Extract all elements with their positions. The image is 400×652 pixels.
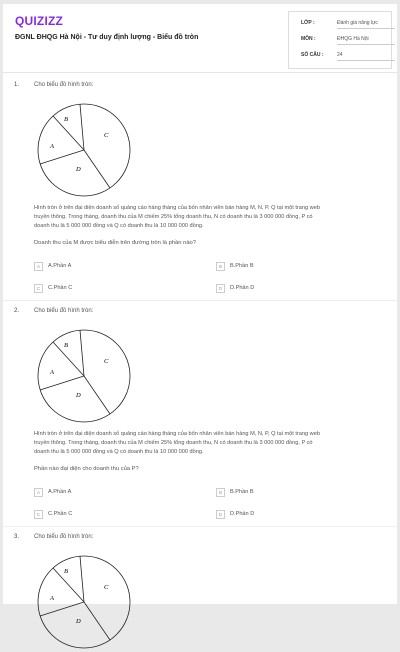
pie-divider	[84, 602, 110, 640]
pie-chart-diagram	[34, 326, 134, 426]
question-intro: Cho biểu đồ hình tròn:	[34, 308, 94, 314]
option-text: D.Phần D	[230, 511, 255, 517]
meta-label: LỚP :	[301, 20, 315, 26]
meta-value: Đánh giá năng lực	[337, 20, 395, 29]
paragraph-line: truyền thông. Trong tháng, doanh thu của M chiếm 25% tổng doanh thu, N có doanh thu là 3 000 000 đồng, P có	[34, 214, 313, 220]
pie-label: D	[76, 166, 81, 173]
paragraph-line: Hình tròn ở trên đại diện doanh số quảng cáo hàng tháng của bốn nhân viên bán hàng M, N, P, Q tại một trang web	[34, 431, 320, 437]
pie-label: D	[76, 618, 81, 625]
pie-chart-diagram	[34, 552, 134, 652]
meta-value: 24	[337, 52, 395, 61]
pie-chart-diagram	[34, 100, 134, 200]
pie-label: D	[76, 392, 81, 399]
option-letter: C	[34, 284, 43, 293]
question-1	[3, 82, 397, 302]
pie-divider	[84, 150, 110, 188]
option-text: B.Phần B	[230, 263, 254, 269]
pie-divider	[40, 150, 84, 164]
option-text: A.Phần A	[48, 489, 72, 495]
question-paragraph	[34, 204, 389, 231]
option-letter: D	[216, 284, 225, 293]
option-letter: B	[216, 488, 225, 497]
pie-label: C	[104, 132, 109, 139]
option-text: B.Phần B	[230, 489, 254, 495]
question-prompt: Phần nào đại diện cho doanh thu của P?	[34, 466, 139, 472]
option-letter: B	[216, 262, 225, 271]
header-divider	[3, 72, 397, 73]
meta-value: ĐHQG Hà Nội	[337, 36, 395, 45]
pie-label: A	[50, 369, 54, 376]
question-divider	[3, 300, 397, 301]
pie-label: A	[50, 595, 54, 602]
quizizz-logo: QUIZIZZ	[15, 14, 64, 28]
question-divider	[3, 526, 397, 527]
pie-divider	[53, 116, 84, 150]
worksheet-page	[3, 4, 397, 625]
question-number: 2.	[14, 308, 20, 314]
pie-divider	[80, 556, 84, 602]
option-text: C.Phần C	[48, 285, 73, 291]
option-text: C.Phần C	[48, 511, 73, 517]
option-letter: C	[34, 510, 43, 519]
question-intro: Cho biểu đồ hình tròn:	[34, 82, 94, 88]
pie-label: B	[64, 568, 68, 575]
pie-label: B	[64, 116, 68, 123]
option-letter: A	[34, 262, 43, 271]
pie-divider	[84, 376, 110, 414]
pie-divider	[40, 602, 84, 616]
question-intro: Cho biểu đồ hình tròn:	[34, 534, 94, 540]
meta-label: MÔN :	[301, 36, 316, 42]
option-text: A.Phần A	[48, 263, 72, 269]
question-paragraph	[34, 430, 389, 457]
meta-label: SỐ CÂU :	[301, 52, 324, 58]
worksheet-header	[3, 4, 397, 68]
pie-label: C	[104, 584, 109, 591]
pie-divider	[40, 376, 84, 390]
question-2	[3, 308, 397, 528]
pie-divider	[80, 104, 84, 150]
pie-label: A	[50, 143, 54, 150]
question-number: 3.	[14, 534, 20, 540]
question-3	[3, 534, 397, 625]
pie-label: C	[104, 358, 109, 365]
pie-divider	[53, 342, 84, 376]
meta-box	[288, 11, 392, 69]
paragraph-line: doanh thu là 5 000 000 đồng và Q có doanh thu là 10 000 000 đồng.	[34, 223, 204, 229]
option-letter: A	[34, 488, 43, 497]
question-prompt: Doanh thu của M được biểu diễn trên đường tròn là phần nào?	[34, 240, 197, 246]
pie-divider	[80, 330, 84, 376]
paragraph-line: truyền thông. Trong tháng, doanh thu của M chiếm 25% tổng doanh thu, N có doanh thu là 3 000 000 đồng, P có	[34, 440, 313, 446]
option-text: D.Phần D	[230, 285, 255, 291]
paragraph-line: doanh thu là 5 000 000 đồng và Q có doanh thu là 10 000 000 đồng.	[34, 449, 204, 455]
worksheet-title: ĐGNL ĐHQG Hà Nội - Tư duy định lượng - Biểu đồ tròn	[15, 34, 199, 41]
pie-label: B	[64, 342, 68, 349]
option-letter: D	[216, 510, 225, 519]
question-number: 1.	[14, 82, 20, 88]
paragraph-line: Hình tròn ở trên đại diện doanh số quảng cáo hàng tháng của bốn nhân viên bán hàng M, N, P, Q tại một trang web	[34, 205, 320, 211]
pie-divider	[53, 568, 84, 602]
